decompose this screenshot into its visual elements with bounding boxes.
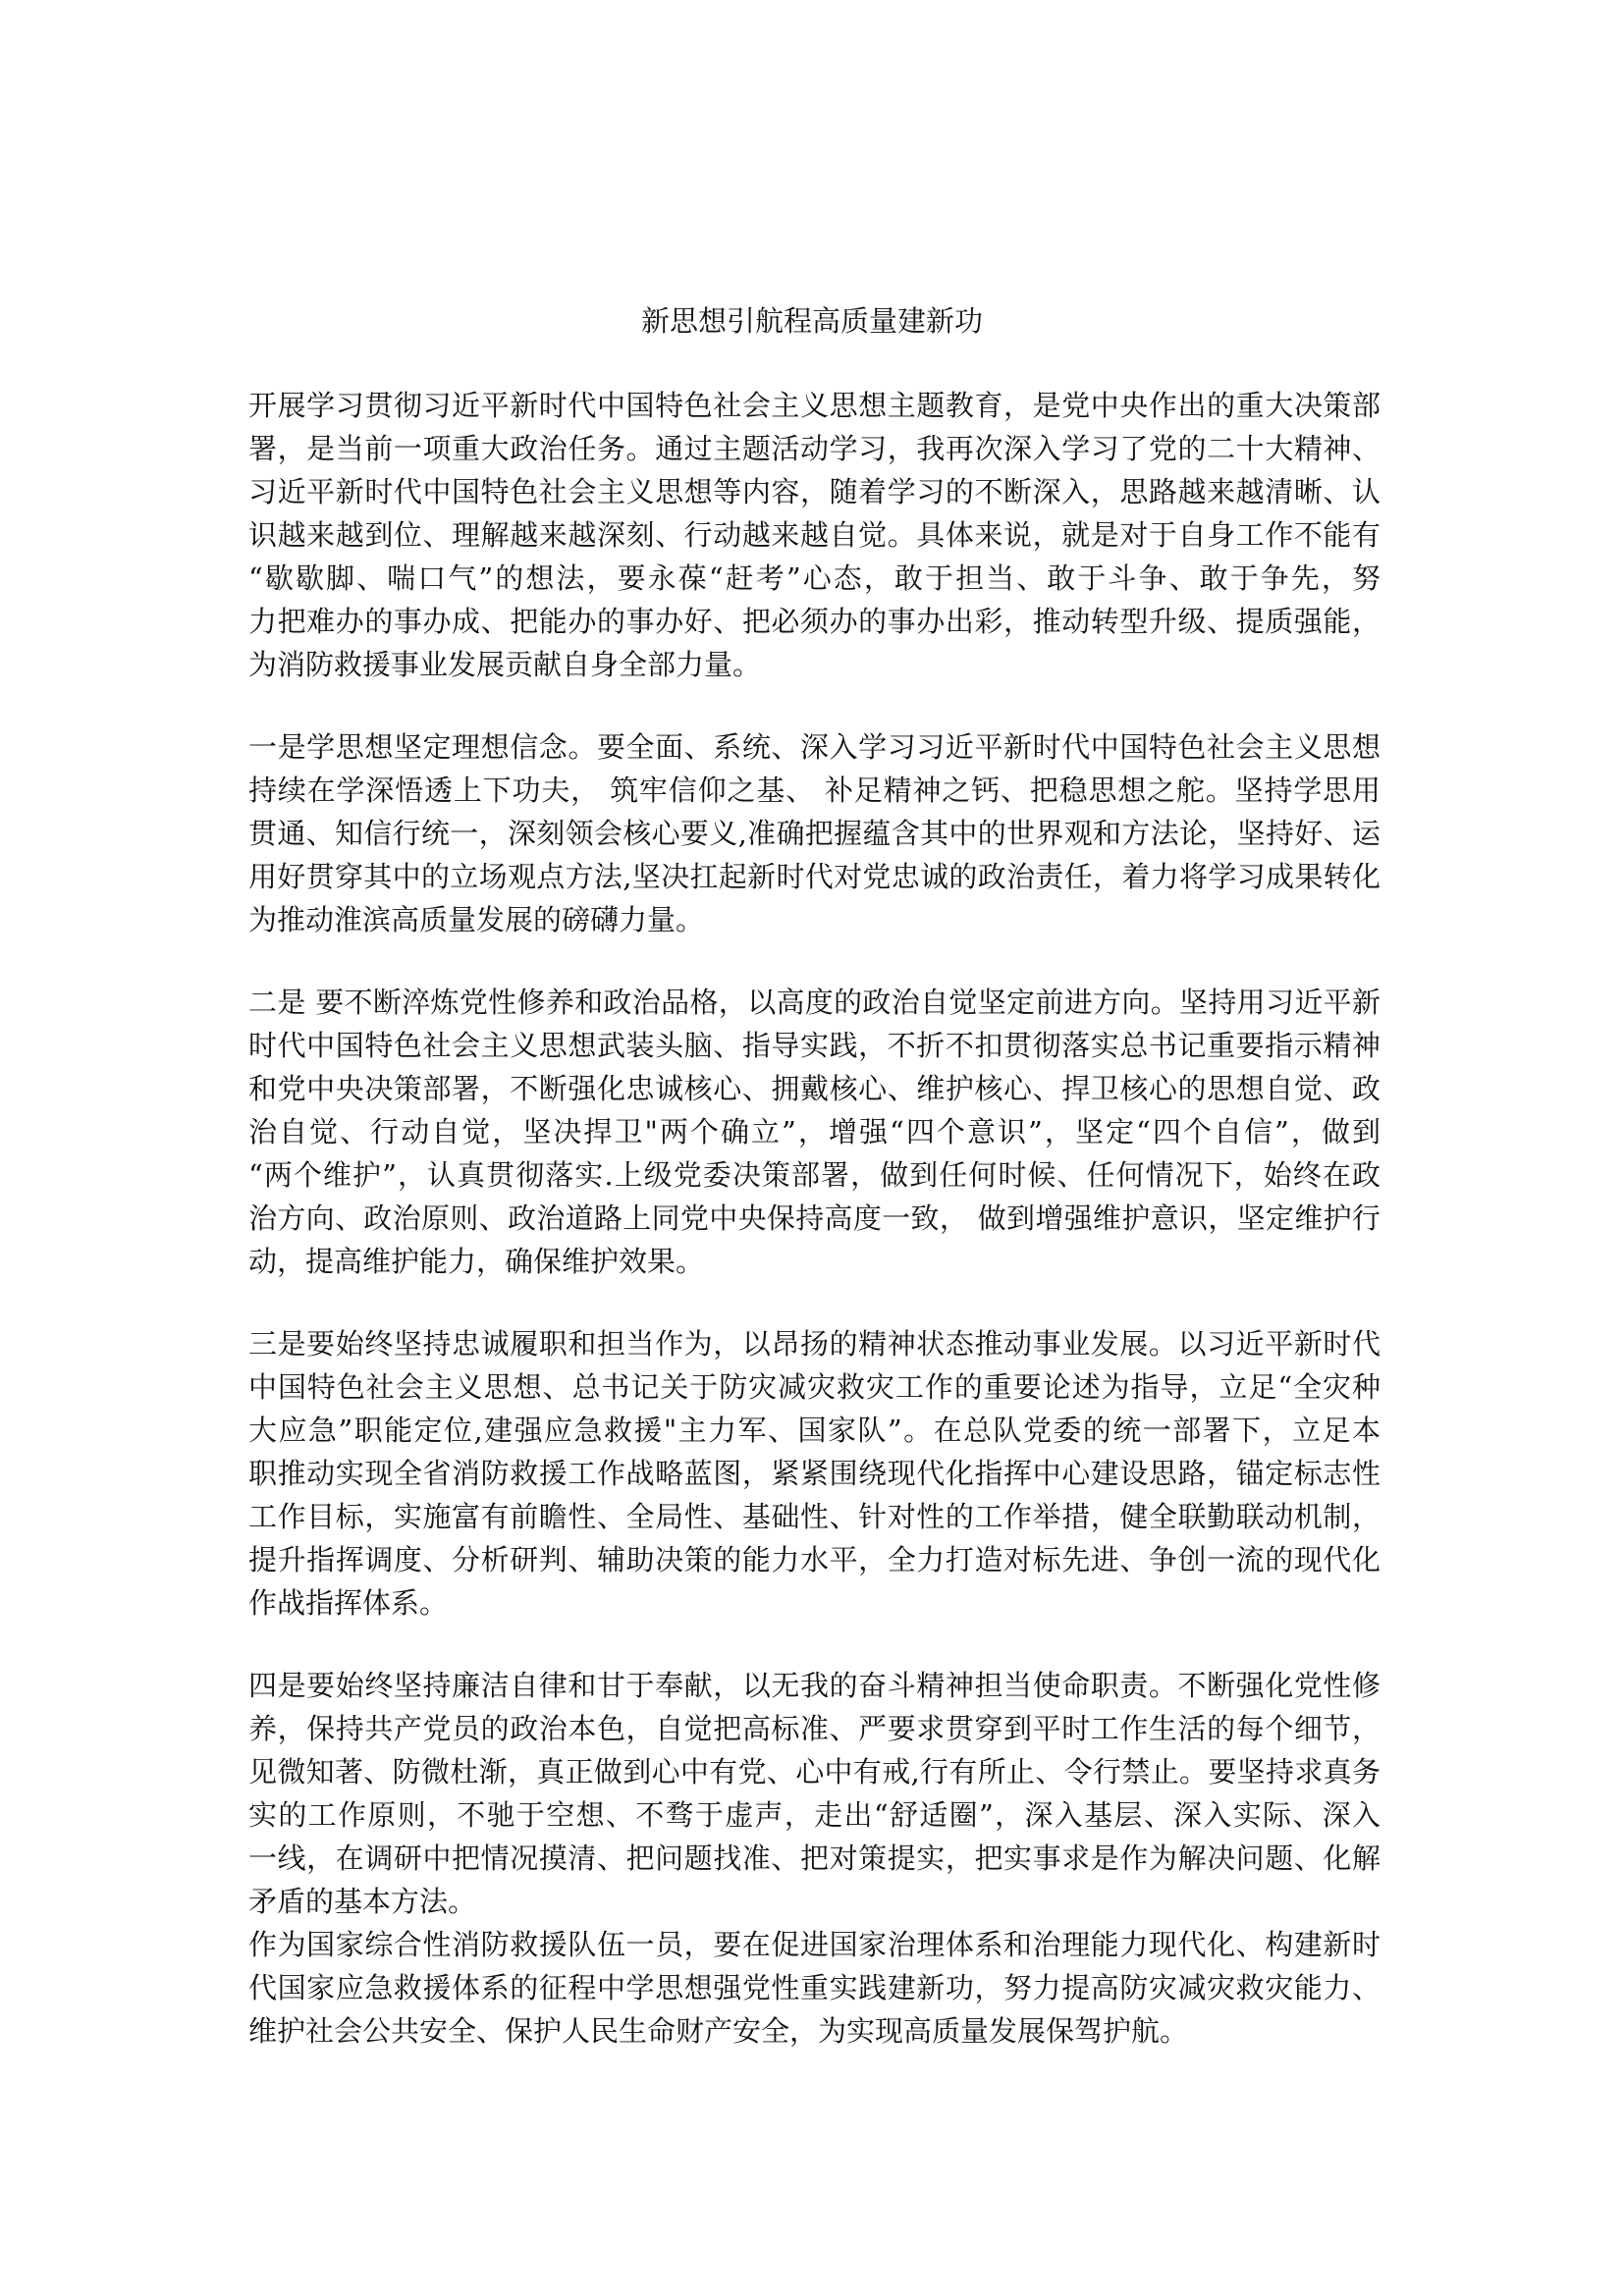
paragraph-line: 治方向、政治原则、政治道路上同党中央保持高度一致， 做到增强维护意识，坚定维护行 [248, 1201, 1380, 1235]
paragraph-line: 时代中国特色社会主义思想武装头脑、指导实践，不折不扣贯彻落实总书记重要指示精神 [248, 1029, 1380, 1062]
paragraph-line: 四是要始终坚持廉洁自律和甘于奉献，以无我的奋斗精神担当使命职责。不断强化党性修 [248, 1669, 1380, 1702]
paragraph [248, 1322, 1380, 1625]
paragraph-line: 养，保持共产党员的政治本色，自觉把高标准、严要求贯穿到平时工作生活的每个细节， [248, 1712, 1380, 1745]
paragraph [248, 1923, 1380, 2053]
paragraph-line: 用好贯穿其中的立场观点方法,坚决扛起新时代对党忠诚的政治责任，着力将学习成果转化 [248, 860, 1380, 893]
paragraph-line: 一是学思想坚定理想信念。要全面、系统、深入学习习近平新时代中国特色社会主义思想 [248, 730, 1380, 764]
paragraph-line: 中国特色社会主义思想、总书记关于防灾减灾救灾工作的重要论述为指导，立足“全灾种 [248, 1370, 1380, 1404]
paragraph [248, 725, 1380, 941]
paragraph-line: 力把难办的事办成、把能办的事办好、把必须办的事办出彩，推动转型升级、提质强能， [248, 605, 1380, 638]
paragraph-line: 习近平新时代中国特色社会主义思想等内容，随着学习的不断深入，思路越来越清晰、认 [248, 475, 1380, 508]
paragraph [248, 1664, 1380, 1923]
paragraph-line: 动，提高维护能力，确保维护效果。 [248, 1245, 705, 1278]
paragraph-line: 识越来越到位、理解越来越深刻、行动越来越自觉。具体来说，就是对于自身工作不能有 [248, 518, 1380, 552]
document-body [248, 384, 1380, 2092]
paragraph-line: 持续在学深悟透上下功夫， 筑牢信仰之基、 补足精神之钙、把稳思想之舵。坚持学思用 [248, 774, 1380, 807]
paragraph-line: 署，是当前一项重大政治任务。通过主题活动学习，我再次深入学习了党的二十大精神、 [248, 432, 1380, 465]
paragraph-line: 代国家应急救援体系的征程中学思想强党性重实践建新功，努力提高防灾减灾救灾能力、 [248, 1971, 1380, 2004]
paragraph [248, 981, 1380, 1283]
paragraph-line: 开展学习贯彻习近平新时代中国特色社会主义思想主题教育，是党中央作出的重大决策部 [248, 389, 1380, 422]
paragraph-line: 二是 要不断淬炼党性修养和政治品格，以高度的政治自觉坚定前进方向。坚持用习近平新 [248, 986, 1380, 1019]
paragraph-line: 作战指挥体系。 [248, 1586, 449, 1620]
paragraph-line: 治自觉、行动自觉，坚决捍卫"两个确立”，增强“四个意识”，坚定“四个自信”，做到 [248, 1115, 1380, 1148]
paragraph-line: 工作目标，实施富有前瞻性、全局性、基础性、针对性的工作举措，健全联勤联动机制， [248, 1500, 1380, 1533]
paragraph-line: 见微知著、防微杜渐，真正做到心中有党、心中有戒,行有所止、令行禁止。要坚持求真务 [248, 1755, 1380, 1789]
paragraph-line: 三是要始终坚持忠诚履职和担当作为，以昂扬的精神状态推动事业发展。以习近平新时代 [248, 1327, 1380, 1361]
paragraph-line: 一线，在调研中把情况摸清、把问题找准、把对策提实，把实事求是作为解决问题、化解 [248, 1842, 1380, 1875]
document-title: 新思想引航程高质量建新功 [640, 304, 983, 338]
paragraph-line: 矛盾的基本方法。 [248, 1885, 477, 1918]
paragraph-line: “歇歇脚、喘口气”的想法，要永葆“赶考”心态，敢于担当、敢于斗争、敢于争先，努 [248, 561, 1380, 595]
paragraph-line: “两个维护”，认真贯彻落实.上级党委决策部署，做到任何时候、任何情况下，始终在政 [248, 1158, 1380, 1192]
paragraph-line: 大应急”职能定位,建强应急救援"主力军、国家队”。在总队党委的统一部署下，立足本 [248, 1414, 1380, 1447]
paragraph-line: 作为国家综合性消防救援队伍一员，要在促进国家治理体系和治理能力现代化、构建新时 [248, 1928, 1380, 1961]
paragraph-line: 为消防救援事业发展贡献自身全部力量。 [248, 648, 762, 681]
paragraph-line: 提升指挥调度、分析研判、辅助决策的能力水平，全力打造对标先进、争创一流的现代化 [248, 1543, 1380, 1576]
paragraph [248, 384, 1380, 686]
paragraph-line: 为推动淮滨高质量发展的磅礴力量。 [248, 903, 705, 936]
paragraph-line: 职推动实现全省消防救援工作战略蓝图，紧紧围绕现代化指挥中心建设思路，锚定标志性 [248, 1457, 1380, 1490]
paragraph-line: 实的工作原则，不驰于空想、不骛于虚声，走出“舒适圈”，深入基层、深入实际、深入 [248, 1798, 1380, 1832]
paragraph-line: 维护社会公共安全、保护人民生命财产安全，为实现高质量发展保驾护航。 [248, 2014, 1189, 2048]
paragraph-line: 贯通、知信行统一，深刻领会核心要义,准确把握蕴含其中的世界观和方法论，坚持好、运 [248, 817, 1380, 850]
paragraph-line: 和党中央决策部署，不断强化忠诚核心、拥戴核心、维护核心、捍卫核心的思想自觉、政 [248, 1072, 1380, 1105]
